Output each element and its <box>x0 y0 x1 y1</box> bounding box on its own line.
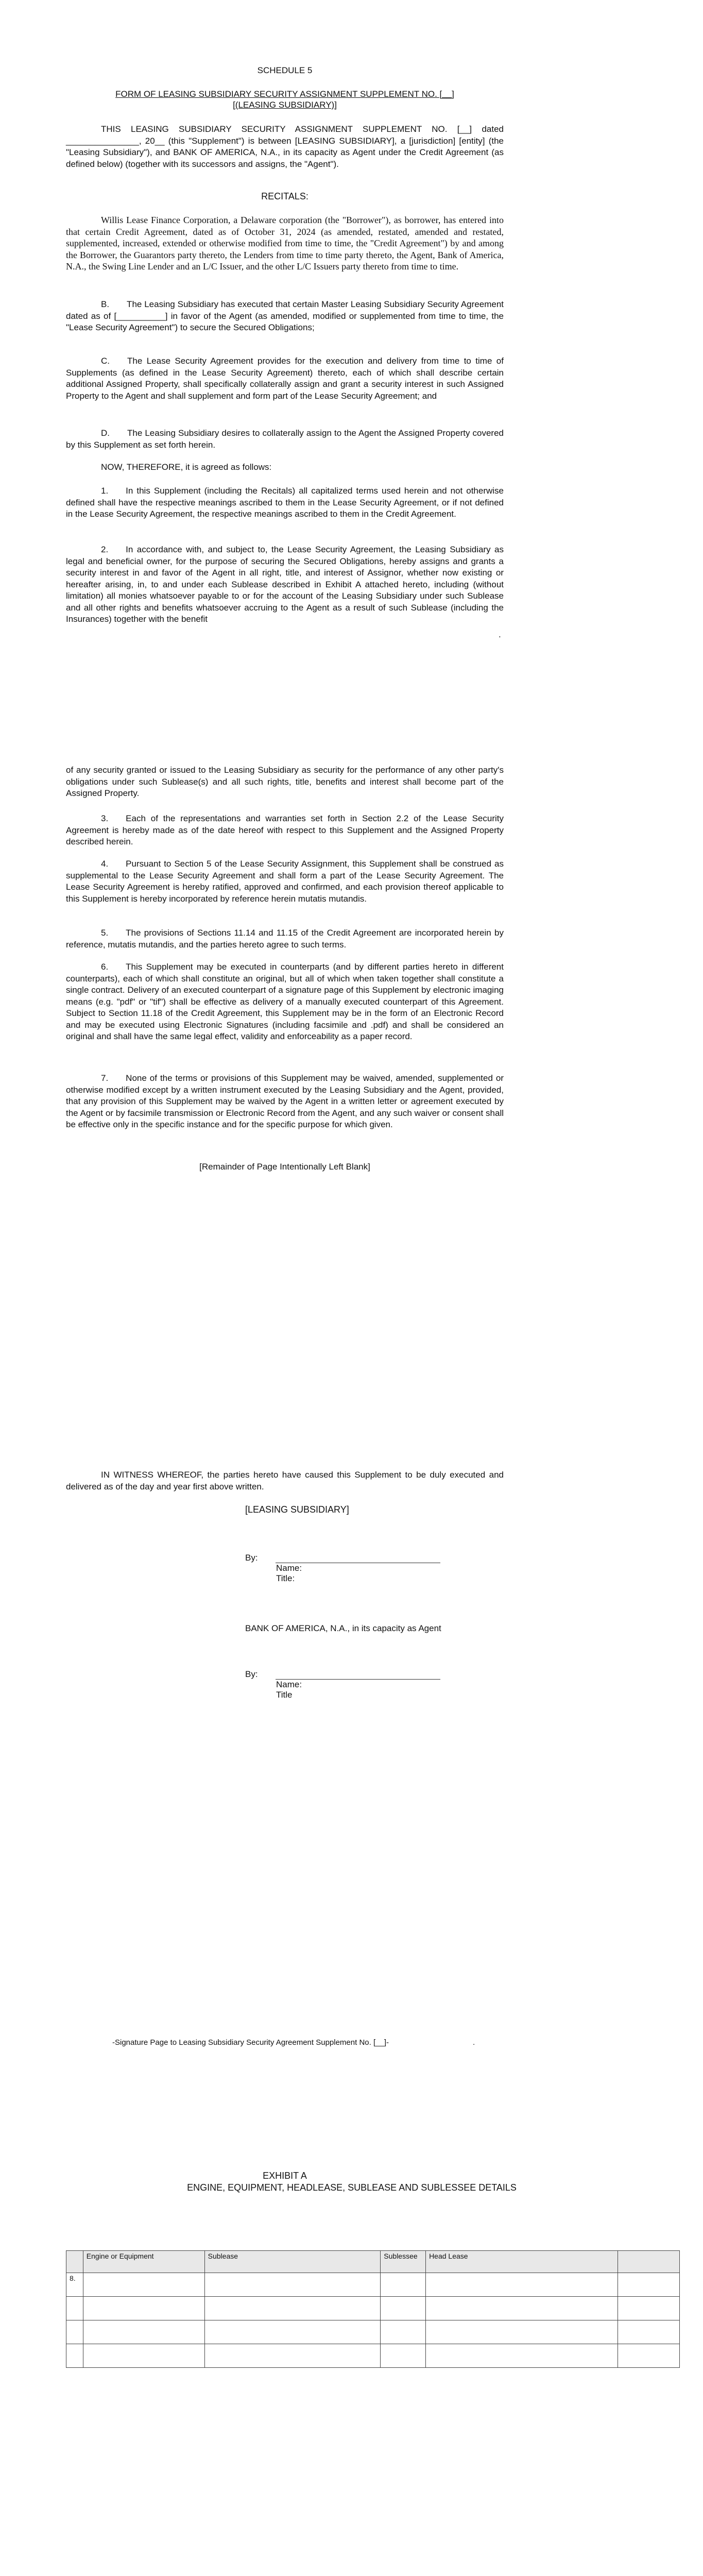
table-cell <box>83 2273 204 2297</box>
section-1: 1. In this Supplement (including the Recitals) all capitalized terms used herein and not otherwise defined shall have the respective meanings ascribed to them in the Lease Security Agreement, or if not defined in the Lease Security Agreement, the respective meanings ascribed to them in the Credit Agreement. <box>66 486 504 519</box>
recital-a: Willis Lease Finance Corporation, a Delaware corporation (the "Borrower"), as borrower, has entered into that certain Credit Agreement, dated as of October 31, 2024 (as amended, restated, amended and restated, supplemented, increased, extended or otherwise modified from time to time, the "Credit Agreement") by and among the Borrower, the Guarantors party thereto, the Lenders from time to time party thereto, the Agent, Bank of America, N.A., the Swing Line Lender and an L/C Issuer, and the other L/C Issuers party thereto from time to time. <box>66 215 504 272</box>
signature-page-note: -Signature Page to Leasing Subsidiary Security Agreement Supplement No. [__]- <box>112 2038 389 2047</box>
by-label: By: <box>245 1669 258 1679</box>
table-cell <box>381 2273 426 2297</box>
table-cell <box>204 2297 381 2320</box>
schedule-heading: SCHEDULE 5 <box>257 65 313 75</box>
row-marker: 8. <box>66 2273 83 2297</box>
intro-paragraph: THIS LEASING SUBSIDIARY SECURITY ASSIGNMENT SUPPLEMENT NO. [__] dated _______________, 20__ (this "Supplement") is between [LEASING SUBSIDIARY], a [jurisdiction] [entity] (the "Leasing Subsidiary"), and BANK OF AMERICA, N.A., in its capacity as Agent under the Credit Agreement (as defined below) (together with its successors and assigns, the "Agent"). <box>66 124 504 169</box>
table-cell <box>83 2297 204 2320</box>
signature-line <box>276 1672 440 1680</box>
section-2-continued: of any security granted or issued to the Leasing Subsidiary as security for the performance of any other party's obligations under such Sublease(s) and all such rights, title, benefits and interest shall become part of the Assigned Property. <box>66 765 504 798</box>
table-row <box>66 2273 680 2297</box>
exhibit-subheading: ENGINE, EQUIPMENT, HEADLEASE, SUBLEASE AND SUBLESSEE DETAILS <box>187 2182 517 2193</box>
section-2: 2. In accordance with, and subject to, the Lease Security Agreement, the Leasing Subsidiary as legal and beneficial owner, for the purpose of securing the Secured Obligations, hereby assigns and grants a security interest in and favor of the Agent in all right, title, and interest of Assignor, whether now existing or hereafter arising, in, to and under each Sublease described in Exhibit A attached hereto, including (without limitation) all monies whatsoever payable to or for the account of the Leasing Subsidiary under such Sublease and all other rights and benefits whatsoever accruing to the Agent as a result of such Sublease (including the Insurances) together with the benefit <box>66 545 504 624</box>
recital-d: D. The Leasing Subsidiary desires to collaterally assign to the Agent the Assigned Property covered by this Supplement as set forth herein. <box>66 428 504 450</box>
table-cell <box>381 2297 426 2320</box>
table-cell <box>204 2273 381 2297</box>
table-header-head-lease: Head Lease <box>426 2251 618 2273</box>
remainder-note: [Remainder of Page Intentionally Left Blank] <box>199 1162 370 1172</box>
table-cell <box>426 2297 618 2320</box>
table-cell <box>618 2344 680 2368</box>
signature-line <box>276 1555 440 1563</box>
table-cell <box>204 2320 381 2344</box>
now-therefore: NOW, THEREFORE, it is agreed as follows: <box>101 462 272 472</box>
table-header-index <box>66 2251 83 2273</box>
section-3: 3. Each of the representations and warranties set forth in Section 2.2 of the Lease Security Agreement is hereby made as of the date hereof with respect to this Supplement and the Assigned Property described herein. <box>66 814 504 846</box>
name-label: Name: <box>276 1680 302 1689</box>
table-cell <box>83 2320 204 2344</box>
section-5: 5. The provisions of Sections 11.14 and 11.15 of the Credit Agreement are incorporated herein by reference, mutatis mutandis, and the parties hereto agree to such terms. <box>66 928 504 950</box>
table-cell <box>618 2273 680 2297</box>
table-cell <box>66 2344 83 2368</box>
table-cell <box>426 2344 618 2368</box>
table-header-engine: Engine or Equipment <box>83 2251 204 2273</box>
section-2-trail: . <box>499 630 501 639</box>
table-cell <box>66 2297 83 2320</box>
title-line-1: FORM OF LEASING SUBSIDIARY SECURITY ASSIGNMENT SUPPLEMENT NO. [__] <box>115 89 454 99</box>
signature-block-1 <box>245 1553 440 1584</box>
section-7: 7. None of the terms or provisions of this Supplement may be waived, amended, supplemented or otherwise modified except by a written instrument executed by the Leasing Subsidiary and the Agent, provided, that any provision of this Supplement may be waived by the Agent in a written letter or agreement executed by the Agent or by facsimile transmission or Electronic Record from the Agent, and any such waiver or consent shall be effective only in the specific instance and for the specific purpose for which given. <box>66 1073 504 1129</box>
table-header-row <box>66 2251 680 2273</box>
table-cell <box>83 2344 204 2368</box>
title-label: Title: <box>276 1573 295 1583</box>
exhibit-table <box>66 2250 680 2368</box>
table-cell <box>618 2320 680 2344</box>
by-label: By: <box>245 1553 258 1563</box>
table-cell <box>426 2320 618 2344</box>
name-label: Name: <box>276 1563 302 1573</box>
table-cell <box>381 2344 426 2368</box>
signature-page-dot: . <box>473 2038 475 2047</box>
table-row <box>66 2320 680 2344</box>
signature-block-2 <box>245 1669 440 1700</box>
table-header-sublessee: Sublessee <box>381 2251 426 2273</box>
section-6: 6. This Supplement may be executed in counterparts (and by different parties hereto in different counterparts), each of which shall constitute an original, but all of which when taken together shall constitute a single contract. Delivery of an executed counterpart of a signature page of this Supplement by electronic imaging means (e.g. "pdf" or "tif") shall be effective as delivery of a manually executed counterpart of this Agreement. Subject to Section 11.18 of the Credit Agreement, this Supplement may be in the form of an Electronic Record and may be executed using Electronic Signatures (including facsimile and .pdf) and shall be considered an original and shall have the same legal effect, validity and enforceability as a paper record. <box>66 962 504 1041</box>
table-header-sublease: Sublease <box>204 2251 381 2273</box>
table-header-extra <box>618 2251 680 2273</box>
table-row <box>66 2344 680 2368</box>
recital-b: B. The Leasing Subsidiary has executed that certain Master Leasing Subsidiary Security Agreement dated as of [__________] in favor of the Agent (as amended, modified or supplemented from time to time, the "Lease Security Agreement") to secure the Secured Obligations; <box>66 299 504 332</box>
table-cell <box>426 2273 618 2297</box>
table-cell <box>381 2320 426 2344</box>
witness-paragraph: IN WITNESS WHEREOF, the parties hereto have caused this Supplement to be duly executed and delivered as of the day and year first above written. <box>66 1470 504 1492</box>
section-4: 4. Pursuant to Section 5 of the Lease Security Assignment, this Supplement shall be construed as supplemental to the Lease Security Agreement and shall form a part of the Lease Security Agreement. The Lease Security Agreement is hereby ratified, approved and confirmed, and each provision thereof applicable to this Supplement is hereby incorporated by reference herein mutatis mutandis. <box>66 859 504 904</box>
recitals-heading: RECITALS: <box>261 191 308 201</box>
table-row <box>66 2297 680 2320</box>
supplement-title <box>66 89 504 110</box>
table-cell <box>204 2344 381 2368</box>
recital-c: C. The Lease Security Agreement provides for the execution and delivery from time to time of Supplements (as defined in the Lease Security Agreement) thereto, each of which shall describe certain additional Assigned Property, shall specifically collaterally assign and grant a security interest in such Assigned Property to the Agent and shall supplement and form part of the Lease Security Agreement; and <box>66 356 504 401</box>
party-agent: BANK OF AMERICA, N.A., in its capacity as Agent <box>245 1623 441 1633</box>
party-leasing-subsidiary: [LEASING SUBSIDIARY] <box>245 1504 349 1515</box>
table-cell <box>66 2320 83 2344</box>
title-label: Title <box>276 1690 293 1700</box>
title-line-2: [(LEASING SUBSIDIARY)] <box>233 100 337 110</box>
exhibit-heading: EXHIBIT A <box>263 2171 307 2181</box>
table-cell <box>618 2297 680 2320</box>
